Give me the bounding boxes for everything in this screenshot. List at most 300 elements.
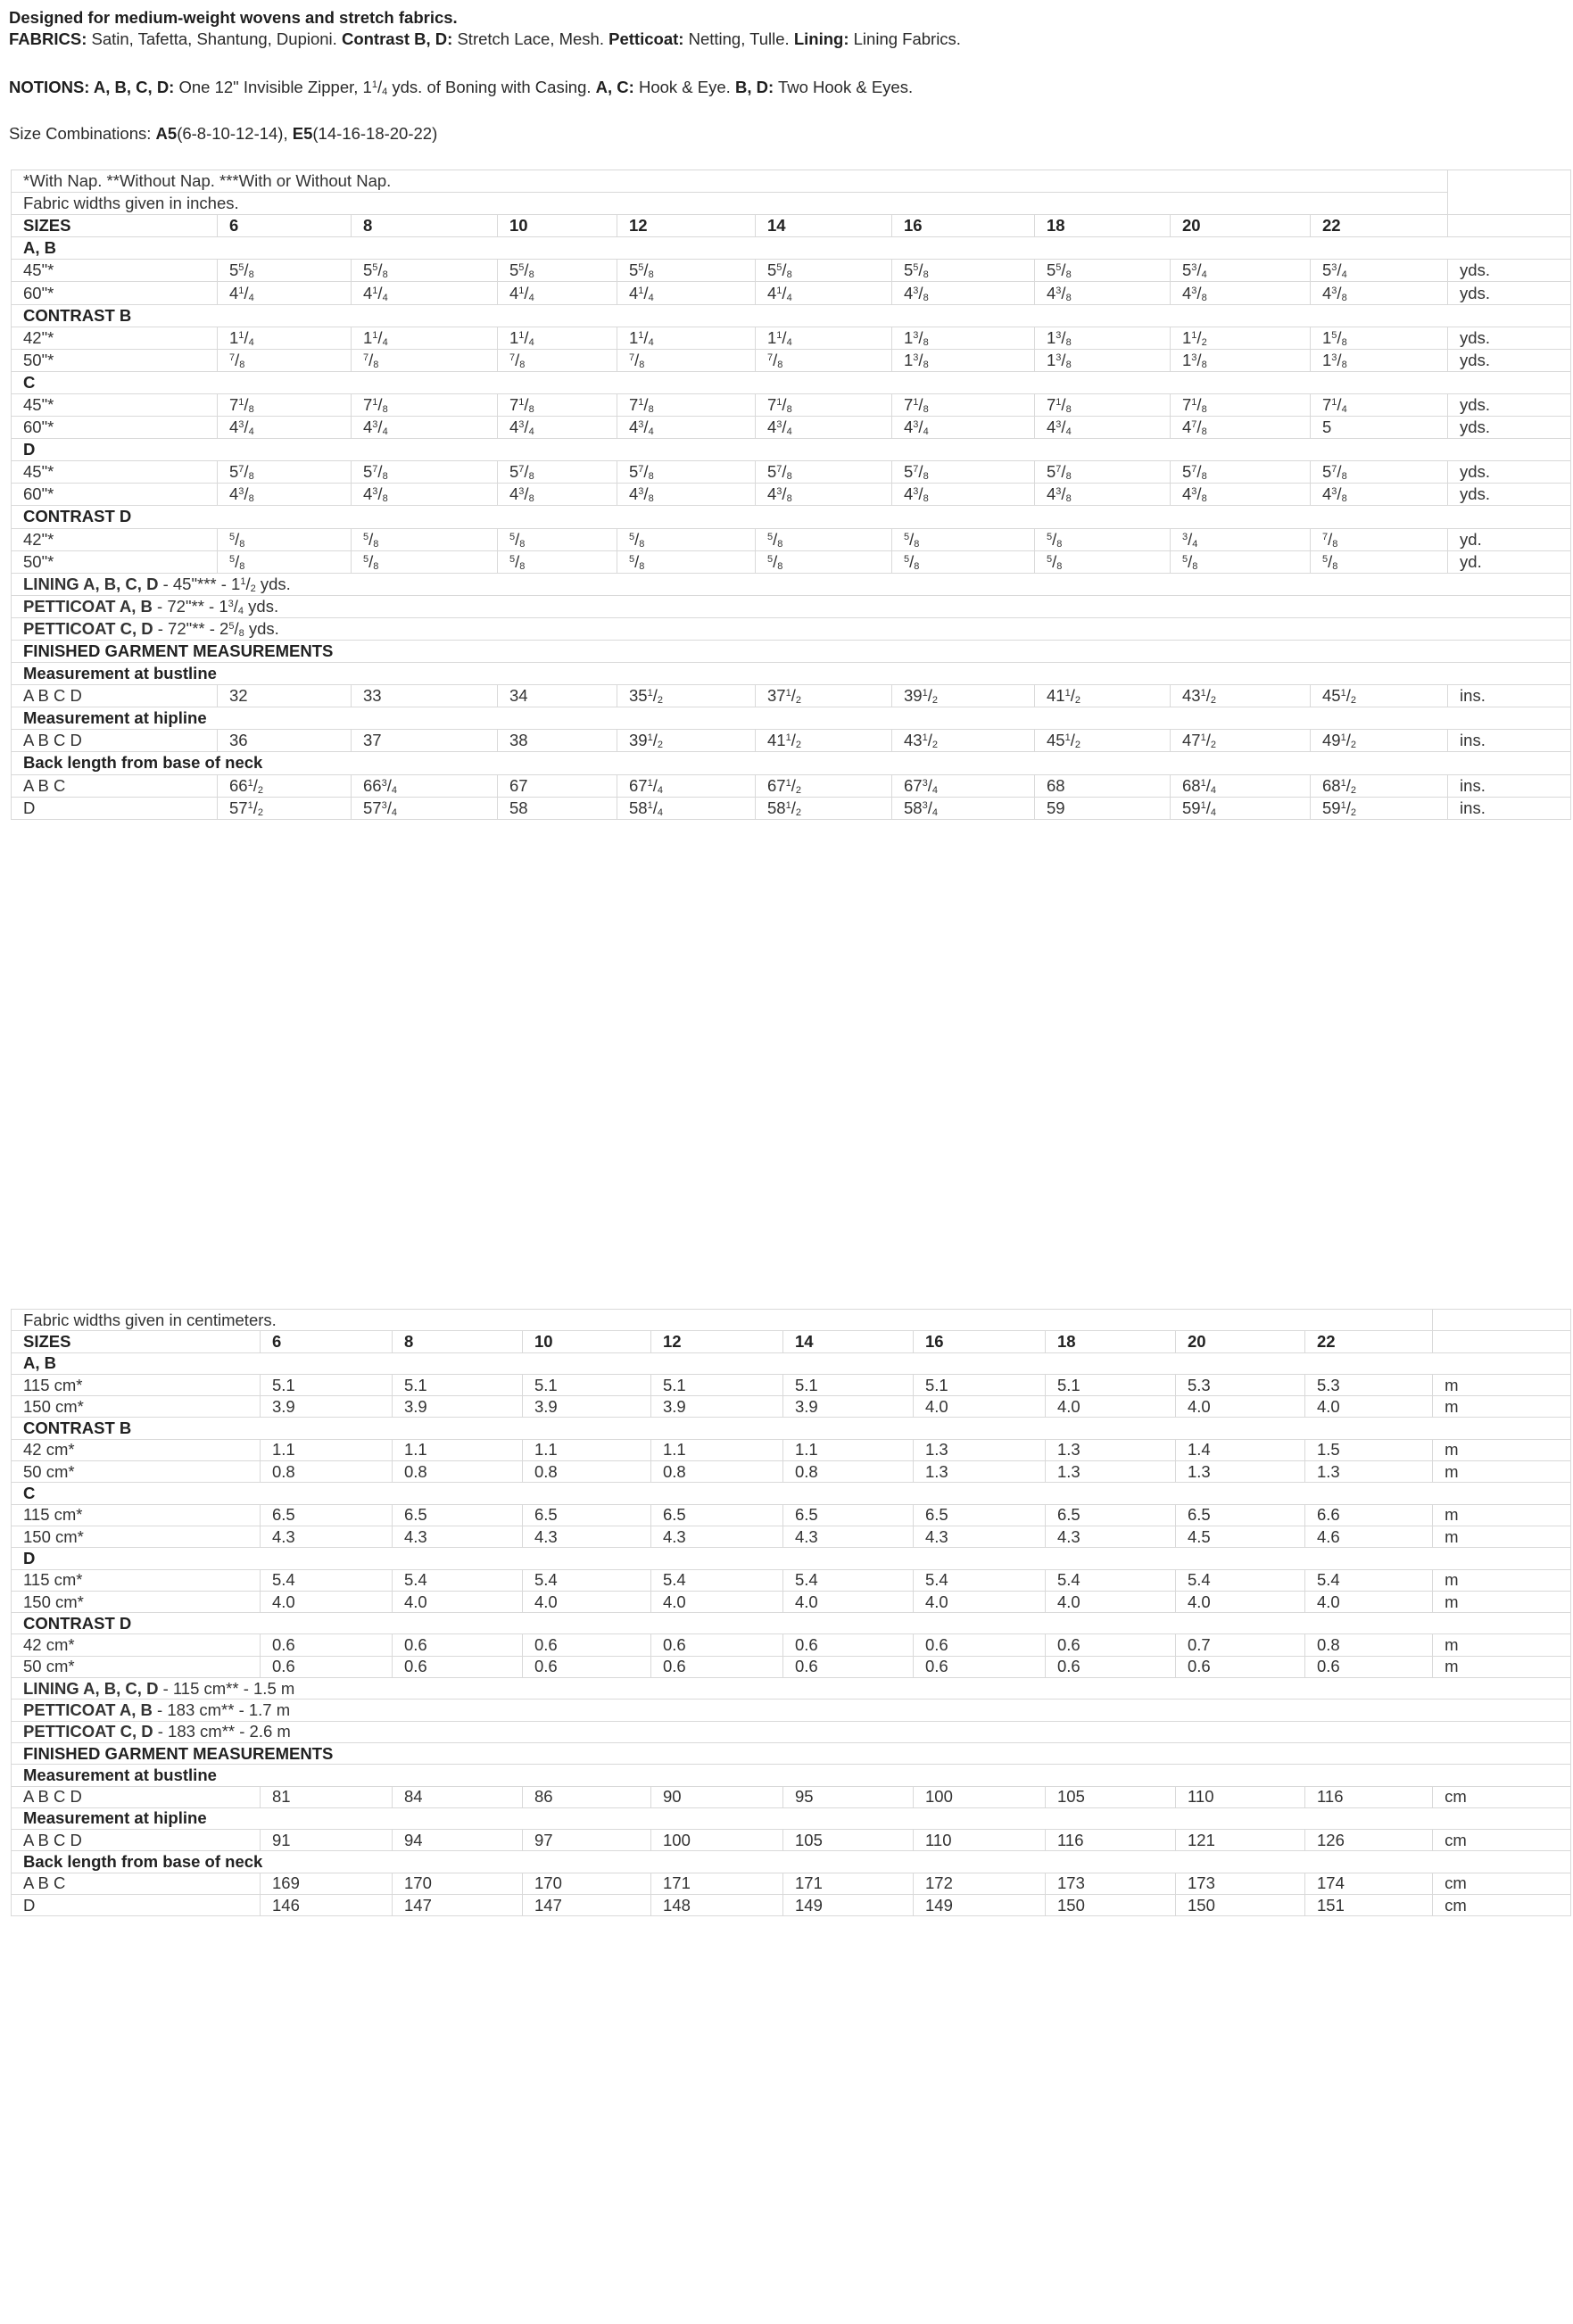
value-cell: $4^1/_4$ xyxy=(498,282,617,304)
data-row xyxy=(12,685,1571,707)
summary-value: - 183 cm** - 1.7 m xyxy=(152,1700,291,1719)
value-cell: 1.1 xyxy=(783,1439,914,1460)
value-cell: 4.0 xyxy=(783,1591,914,1612)
value-cell: 4.3 xyxy=(1046,1526,1176,1547)
value-cell: $5^5/_8$ xyxy=(498,260,617,282)
view-header: CONTRAST B xyxy=(12,304,1571,327)
value-cell: 4.0 xyxy=(1176,1591,1305,1612)
value-cell: $5^5/_8$ xyxy=(218,260,352,282)
value-cell: $66^1/_2$ xyxy=(218,774,352,797)
value-cell: 0.8 xyxy=(261,1461,393,1483)
size-header: 18 xyxy=(1035,215,1171,237)
row-label: 115 cm* xyxy=(12,1504,261,1526)
value-cell: 0.8 xyxy=(393,1461,523,1483)
value-cell: 6.5 xyxy=(914,1504,1046,1526)
value-cell: $43^1/_2$ xyxy=(892,730,1035,752)
value-cell: $^7/_8$ xyxy=(1311,528,1448,550)
value-cell: $^5/_8$ xyxy=(892,550,1035,573)
row-label: 42"* xyxy=(12,528,218,550)
value-cell: $59^1/_4$ xyxy=(1171,797,1311,819)
value-cell: 95 xyxy=(783,1786,914,1807)
value-cell: $37^1/_2$ xyxy=(756,685,892,707)
view-header: CONTRAST D xyxy=(12,1613,1571,1634)
view-header: A, B xyxy=(12,1352,1571,1374)
data-row xyxy=(12,1830,1571,1851)
value-cell: 5.4 xyxy=(1305,1569,1433,1591)
value-cell: $57^1/_2$ xyxy=(218,797,352,819)
value-cell: $1^3/_8$ xyxy=(892,349,1035,371)
value-cell: 100 xyxy=(914,1786,1046,1807)
row-label: 45"* xyxy=(12,260,218,282)
value-cell: $^5/_8$ xyxy=(1171,550,1311,573)
value-cell: $1^3/_8$ xyxy=(1171,349,1311,371)
size-header: 8 xyxy=(352,215,498,237)
value-cell: $5^5/_8$ xyxy=(892,260,1035,282)
view-header: D xyxy=(12,1548,1571,1569)
row-label: 115 cm* xyxy=(12,1569,261,1591)
unit-cell: ins. xyxy=(1448,797,1571,819)
value-cell: 0.6 xyxy=(1046,1656,1176,1677)
value-cell: 110 xyxy=(914,1830,1046,1851)
section-header: Measurement at hipline xyxy=(12,1807,1571,1829)
value-cell: $4^1/_4$ xyxy=(352,282,498,304)
value-cell: $5^7/_8$ xyxy=(218,461,352,484)
row-label: 50 cm* xyxy=(12,1461,261,1483)
value-cell: $5^7/_8$ xyxy=(756,461,892,484)
summary-cell xyxy=(12,1721,1571,1742)
value-cell: $7^1/_8$ xyxy=(498,393,617,416)
value-cell: 0.6 xyxy=(914,1634,1046,1656)
size-header: 12 xyxy=(651,1331,783,1352)
row-label: 42 cm* xyxy=(12,1439,261,1460)
value-cell: 81 xyxy=(261,1786,393,1807)
value-cell: 5.1 xyxy=(523,1374,651,1395)
row-label: 45"* xyxy=(12,461,218,484)
data-row xyxy=(12,484,1571,506)
value-cell: $7^1/_8$ xyxy=(1035,393,1171,416)
value-cell: 4.3 xyxy=(393,1526,523,1547)
value-cell: $4^3/_4$ xyxy=(1035,417,1171,439)
value-cell: 121 xyxy=(1176,1830,1305,1851)
value-cell: 4.0 xyxy=(651,1591,783,1612)
data-row xyxy=(12,393,1571,416)
unit-cell: m xyxy=(1433,1591,1571,1612)
view-header-row xyxy=(12,237,1571,260)
data-row xyxy=(12,327,1571,349)
value-cell: 4.0 xyxy=(914,1591,1046,1612)
data-row xyxy=(12,528,1571,550)
imperial-nap-note-row xyxy=(12,170,1571,193)
view-header: CONTRAST D xyxy=(12,506,1571,528)
value-cell: $67^1/_2$ xyxy=(756,774,892,797)
intro-size-combinations: Size Combinations: A5(6-8-10-12-14), E5(14-16-18-20-22) xyxy=(9,124,438,143)
value-cell: $1^3/_8$ xyxy=(1311,349,1448,371)
size-header: 22 xyxy=(1311,215,1448,237)
value-cell: $^5/_8$ xyxy=(617,550,756,573)
value-cell: $1^1/_4$ xyxy=(756,327,892,349)
data-row xyxy=(12,1504,1571,1526)
widths-note: Fabric widths given in inches. xyxy=(12,193,1448,215)
row-label: A B C xyxy=(12,1873,261,1894)
data-row xyxy=(12,1526,1571,1547)
value-cell: 149 xyxy=(783,1895,914,1916)
note-spacer xyxy=(1448,170,1571,215)
value-cell: 0.8 xyxy=(783,1461,914,1483)
value-cell: 84 xyxy=(393,1786,523,1807)
value-cell: $4^1/_4$ xyxy=(617,282,756,304)
value-cell: 91 xyxy=(261,1830,393,1851)
value-cell: 0.6 xyxy=(651,1656,783,1677)
value-cell: $47^1/_2$ xyxy=(1171,730,1311,752)
value-cell: 1.3 xyxy=(914,1461,1046,1483)
imperial-sizes-header-row xyxy=(12,215,1571,237)
metric-widths-note-row xyxy=(12,1310,1571,1331)
value-cell: 34 xyxy=(498,685,617,707)
value-cell: 6.5 xyxy=(1176,1504,1305,1526)
value-cell: $5^7/_8$ xyxy=(617,461,756,484)
value-cell: 1.3 xyxy=(1046,1439,1176,1460)
value-cell: $1^1/_2$ xyxy=(1171,327,1311,349)
view-header-row xyxy=(12,1483,1571,1504)
value-cell: 0.6 xyxy=(523,1634,651,1656)
row-label: 115 cm* xyxy=(12,1374,261,1395)
value-cell: $5^3/_4$ xyxy=(1171,260,1311,282)
value-cell: $4^3/_8$ xyxy=(1035,282,1171,304)
size-header: 18 xyxy=(1046,1331,1176,1352)
row-label: 60"* xyxy=(12,417,218,439)
value-cell: 94 xyxy=(393,1830,523,1851)
unit-cell: yd. xyxy=(1448,528,1571,550)
value-cell: 6.6 xyxy=(1305,1504,1433,1526)
value-cell: $41^1/_2$ xyxy=(756,730,892,752)
value-cell: $4^1/_4$ xyxy=(756,282,892,304)
value-cell: $45^1/_2$ xyxy=(1035,730,1171,752)
value-cell: $5^5/_8$ xyxy=(756,260,892,282)
value-cell: $5^7/_8$ xyxy=(1035,461,1171,484)
value-cell: $35^1/_2$ xyxy=(617,685,756,707)
summary-value: - 72"** - $1^3/_4$ yds. xyxy=(152,596,279,616)
value-cell: $^7/_8$ xyxy=(498,349,617,371)
value-cell: 116 xyxy=(1305,1786,1433,1807)
value-cell: $^3/_4$ xyxy=(1171,528,1311,550)
unit-cell: yds. xyxy=(1448,282,1571,304)
value-cell: 1.3 xyxy=(914,1439,1046,1460)
data-row xyxy=(12,797,1571,819)
value-cell: $^5/_8$ xyxy=(756,528,892,550)
size-header: SIZES xyxy=(12,1331,261,1352)
value-cell: 0.6 xyxy=(523,1656,651,1677)
unit-cell: m xyxy=(1433,1526,1571,1547)
value-cell: 4.0 xyxy=(914,1396,1046,1418)
unit-cell: m xyxy=(1433,1439,1571,1460)
value-cell: 0.6 xyxy=(1305,1656,1433,1677)
value-cell: 5.4 xyxy=(783,1569,914,1591)
value-cell: $^5/_8$ xyxy=(617,528,756,550)
intro-notions: NOTIONS: A, B, C, D: One 12" Invisible Zipper, $1^1/_4$ yds. of Boning with Casing. A, C: Hook & Eye. B, D: Two Hook & Eyes. xyxy=(9,78,914,97)
value-cell: 5.1 xyxy=(393,1374,523,1395)
value-cell: $5^7/_8$ xyxy=(352,461,498,484)
size-header: 14 xyxy=(783,1331,914,1352)
value-cell: 0.6 xyxy=(783,1634,914,1656)
value-cell: 4.0 xyxy=(261,1591,393,1612)
value-cell: 126 xyxy=(1305,1830,1433,1851)
value-cell: $45^1/_2$ xyxy=(1311,685,1448,707)
unit-header xyxy=(1433,1331,1571,1352)
row-label: 50"* xyxy=(12,349,218,371)
value-cell: $5^7/_8$ xyxy=(892,461,1035,484)
value-cell: $7^1/_8$ xyxy=(218,393,352,416)
view-header-row xyxy=(12,371,1571,393)
summary-row xyxy=(12,1678,1571,1700)
value-cell: 3.9 xyxy=(393,1396,523,1418)
value-cell: 1.1 xyxy=(651,1439,783,1460)
view-header: CONTRAST B xyxy=(12,1418,1571,1439)
value-cell: 6.5 xyxy=(651,1504,783,1526)
value-cell: $5^7/_8$ xyxy=(1311,461,1448,484)
value-cell: $4^3/_8$ xyxy=(1035,484,1171,506)
value-cell: 4.6 xyxy=(1305,1526,1433,1547)
summary-cell xyxy=(12,617,1571,640)
section-header-row xyxy=(12,1742,1571,1764)
summary-label: LINING A, B, C, D xyxy=(23,574,159,593)
value-cell: 149 xyxy=(914,1895,1046,1916)
summary-cell xyxy=(12,595,1571,617)
unit-cell: ins. xyxy=(1448,685,1571,707)
value-cell: $39^1/_2$ xyxy=(617,730,756,752)
value-cell: 0.6 xyxy=(393,1656,523,1677)
value-cell: 173 xyxy=(1176,1873,1305,1894)
value-cell: $4^3/_8$ xyxy=(892,484,1035,506)
data-row xyxy=(12,1656,1571,1677)
unit-cell: m xyxy=(1433,1461,1571,1483)
value-cell: $^5/_8$ xyxy=(218,550,352,573)
section-header: Back length from base of neck xyxy=(12,752,1571,774)
section-header-row xyxy=(12,752,1571,774)
section-header: Measurement at bustline xyxy=(12,663,1571,685)
row-label: 60"* xyxy=(12,282,218,304)
size-header: 6 xyxy=(261,1331,393,1352)
summary-label: PETTICOAT A, B xyxy=(23,1700,153,1719)
row-label: 60"* xyxy=(12,484,218,506)
value-cell: 0.6 xyxy=(393,1634,523,1656)
value-cell: 110 xyxy=(1176,1786,1305,1807)
view-header: A, B xyxy=(12,237,1571,260)
value-cell: $1^3/_8$ xyxy=(892,327,1035,349)
value-cell: 6.5 xyxy=(783,1504,914,1526)
value-cell: 4.3 xyxy=(261,1526,393,1547)
value-cell: $^7/_8$ xyxy=(218,349,352,371)
data-row xyxy=(12,774,1571,797)
value-cell: 4.0 xyxy=(1046,1396,1176,1418)
value-cell: 0.8 xyxy=(1305,1634,1433,1656)
value-cell: $^5/_8$ xyxy=(498,528,617,550)
data-row xyxy=(12,1873,1571,1894)
value-cell: 5.4 xyxy=(523,1569,651,1591)
value-cell: 150 xyxy=(1176,1895,1305,1916)
unit-cell: yd. xyxy=(1448,550,1571,573)
value-cell: 5.1 xyxy=(261,1374,393,1395)
value-cell: $4^3/_4$ xyxy=(617,417,756,439)
unit-cell: yds. xyxy=(1448,260,1571,282)
size-header: 10 xyxy=(498,215,617,237)
unit-cell: yds. xyxy=(1448,349,1571,371)
row-label: 50 cm* xyxy=(12,1656,261,1677)
intro-designed: Designed for medium-weight wovens and stretch fabrics. xyxy=(9,8,458,27)
data-row xyxy=(12,260,1571,282)
value-cell: $1^1/_4$ xyxy=(617,327,756,349)
value-cell: 147 xyxy=(393,1895,523,1916)
summary-label: PETTICOAT C, D xyxy=(23,1722,153,1741)
value-cell: 0.6 xyxy=(1176,1656,1305,1677)
value-cell: 3.9 xyxy=(261,1396,393,1418)
value-cell: 3.9 xyxy=(523,1396,651,1418)
value-cell: 5.1 xyxy=(783,1374,914,1395)
value-cell: $58^1/_4$ xyxy=(617,797,756,819)
value-cell: 0.8 xyxy=(523,1461,651,1483)
row-label: 150 cm* xyxy=(12,1526,261,1547)
value-cell: $4^3/_4$ xyxy=(498,417,617,439)
value-cell: 1.1 xyxy=(523,1439,651,1460)
unit-cell: yds. xyxy=(1448,461,1571,484)
value-cell: 0.6 xyxy=(783,1656,914,1677)
intro-fabrics: FABRICS: Satin, Tafetta, Shantung, Dupioni. Contrast B, D: Stretch Lace, Mesh. Petticoat: Netting, Tulle. Lining: Lining Fabrics. xyxy=(9,29,961,48)
value-cell: $4^3/_8$ xyxy=(892,282,1035,304)
unit-cell: m xyxy=(1433,1374,1571,1395)
value-cell: $4^3/_8$ xyxy=(1171,282,1311,304)
unit-header xyxy=(1448,215,1571,237)
summary-cell xyxy=(12,1700,1571,1721)
value-cell: 67 xyxy=(498,774,617,797)
summary-value: - 115 cm** - 1.5 m xyxy=(158,1678,295,1698)
value-cell: 5.4 xyxy=(651,1569,783,1591)
value-cell: $4^3/_4$ xyxy=(352,417,498,439)
view-header-row xyxy=(12,1418,1571,1439)
unit-cell: yds. xyxy=(1448,484,1571,506)
data-row xyxy=(12,730,1571,752)
view-header-row xyxy=(12,506,1571,528)
value-cell: $^7/_8$ xyxy=(352,349,498,371)
section-header-row xyxy=(12,1765,1571,1786)
size-header: 16 xyxy=(914,1331,1046,1352)
value-cell: $7^1/_4$ xyxy=(1311,393,1448,416)
value-cell: 6.5 xyxy=(523,1504,651,1526)
value-cell: $4^3/_8$ xyxy=(1311,282,1448,304)
metric-sizes-header-row xyxy=(12,1331,1571,1352)
value-cell: 4.0 xyxy=(523,1591,651,1612)
value-cell: 0.6 xyxy=(651,1634,783,1656)
unit-cell: cm xyxy=(1433,1830,1571,1851)
summary-row xyxy=(12,617,1571,640)
value-cell: $58^3/_4$ xyxy=(892,797,1035,819)
data-row xyxy=(12,1591,1571,1612)
value-cell: $5^7/_8$ xyxy=(1171,461,1311,484)
value-cell: 1.5 xyxy=(1305,1439,1433,1460)
value-cell: $4^3/_4$ xyxy=(892,417,1035,439)
value-cell: 38 xyxy=(498,730,617,752)
value-cell: 6.5 xyxy=(1046,1504,1176,1526)
unit-cell: ins. xyxy=(1448,774,1571,797)
data-row xyxy=(12,1634,1571,1656)
section-header-row xyxy=(12,663,1571,685)
row-label: A B C xyxy=(12,774,218,797)
data-row xyxy=(12,417,1571,439)
value-cell: 1.3 xyxy=(1176,1461,1305,1483)
value-cell: $67^3/_4$ xyxy=(892,774,1035,797)
section-header-row xyxy=(12,707,1571,730)
value-cell: $67^1/_4$ xyxy=(617,774,756,797)
size-header: 14 xyxy=(756,215,892,237)
row-label: D xyxy=(12,797,218,819)
row-label: A B C D xyxy=(12,730,218,752)
value-cell: $^5/_8$ xyxy=(1311,550,1448,573)
value-cell: $59^1/_2$ xyxy=(1311,797,1448,819)
value-cell: 5.4 xyxy=(1176,1569,1305,1591)
value-cell: 0.6 xyxy=(261,1656,393,1677)
value-cell: 105 xyxy=(783,1830,914,1851)
value-cell: $4^7/_8$ xyxy=(1171,417,1311,439)
view-header-row xyxy=(12,1548,1571,1569)
value-cell: $7^1/_8$ xyxy=(1171,393,1311,416)
value-cell: $68^1/_4$ xyxy=(1171,774,1311,797)
value-cell: $4^3/_4$ xyxy=(756,417,892,439)
value-cell: 4.0 xyxy=(393,1591,523,1612)
summary-row xyxy=(12,1700,1571,1721)
size-header: 20 xyxy=(1171,215,1311,237)
unit-cell: m xyxy=(1433,1634,1571,1656)
value-cell: $^5/_8$ xyxy=(498,550,617,573)
value-cell: $49^1/_2$ xyxy=(1311,730,1448,752)
value-cell: 0.7 xyxy=(1176,1634,1305,1656)
value-cell: 116 xyxy=(1046,1830,1176,1851)
row-label: 150 cm* xyxy=(12,1396,261,1418)
value-cell: 6.5 xyxy=(261,1504,393,1526)
value-cell: $4^3/_8$ xyxy=(617,484,756,506)
value-cell: 4.0 xyxy=(1176,1396,1305,1418)
data-row xyxy=(12,1786,1571,1807)
value-cell: 1.1 xyxy=(393,1439,523,1460)
value-cell: $7^1/_8$ xyxy=(892,393,1035,416)
value-cell: $1^1/_4$ xyxy=(352,327,498,349)
unit-cell: m xyxy=(1433,1656,1571,1677)
value-cell: 59 xyxy=(1035,797,1171,819)
data-row xyxy=(12,1461,1571,1483)
summary-label: PETTICOAT C, D xyxy=(23,618,153,638)
value-cell: $7^1/_8$ xyxy=(617,393,756,416)
value-cell: $41^1/_2$ xyxy=(1035,685,1171,707)
value-cell: 4.3 xyxy=(914,1526,1046,1547)
value-cell: 5.1 xyxy=(1046,1374,1176,1395)
value-cell: $^5/_8$ xyxy=(352,550,498,573)
value-cell: 0.8 xyxy=(651,1461,783,1483)
section-header: Measurement at bustline xyxy=(12,1765,1571,1786)
view-header-row xyxy=(12,1613,1571,1634)
value-cell: 5.4 xyxy=(393,1569,523,1591)
summary-cell xyxy=(12,573,1571,595)
value-cell: 0.6 xyxy=(261,1634,393,1656)
value-cell: $4^3/_8$ xyxy=(498,484,617,506)
value-cell: 3.9 xyxy=(651,1396,783,1418)
row-label: A B C D xyxy=(12,685,218,707)
value-cell: $39^1/_2$ xyxy=(892,685,1035,707)
section-header: Back length from base of neck xyxy=(12,1851,1571,1873)
value-cell: 1.3 xyxy=(1046,1461,1176,1483)
value-cell: $7^1/_8$ xyxy=(756,393,892,416)
value-cell: 1.1 xyxy=(261,1439,393,1460)
data-row xyxy=(12,1374,1571,1395)
value-cell: 0.6 xyxy=(1046,1634,1176,1656)
value-cell: 5.1 xyxy=(914,1374,1046,1395)
value-cell: 3.9 xyxy=(783,1396,914,1418)
